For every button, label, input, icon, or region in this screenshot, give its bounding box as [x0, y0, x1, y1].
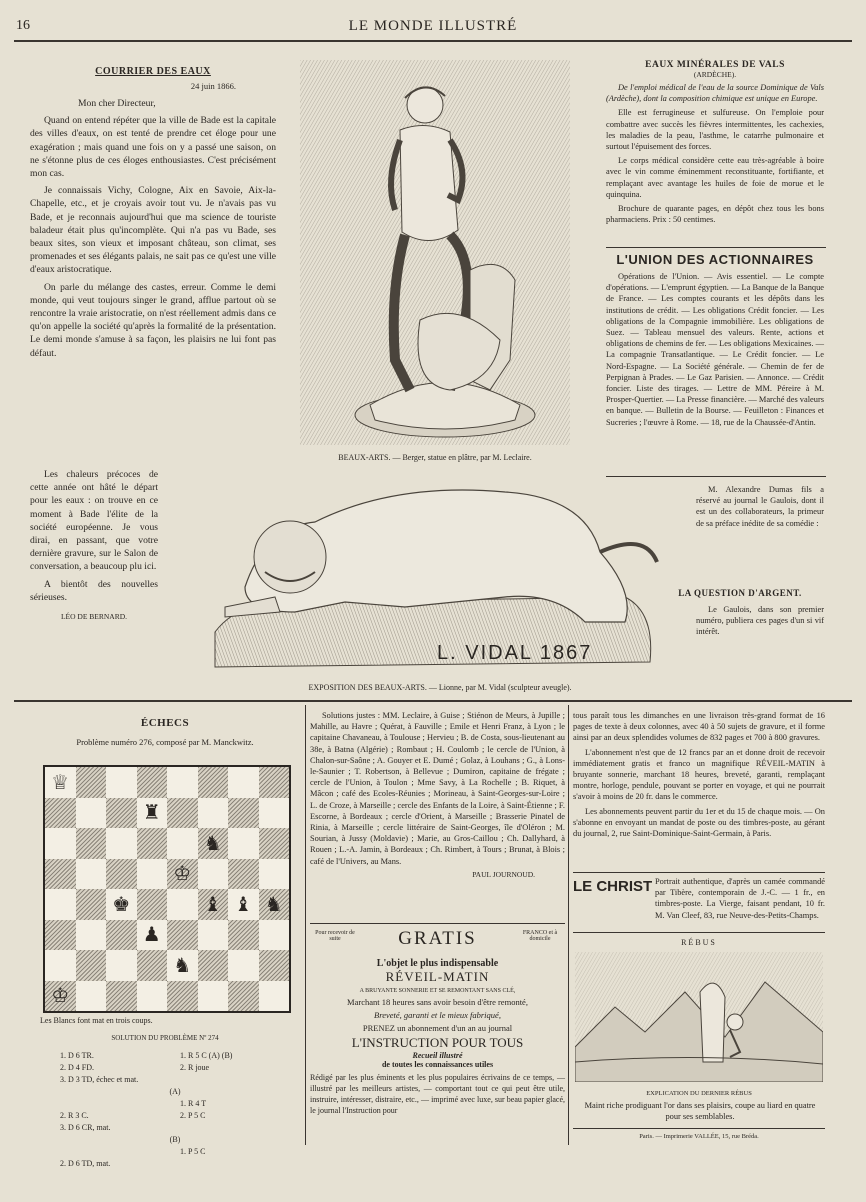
chess-square [106, 981, 137, 1012]
white-move: 3. D 6 CR, mat. [60, 1123, 111, 1132]
chess-piece-icon: ♔ [51, 985, 70, 1008]
chess-square [137, 828, 168, 859]
chess-square [228, 889, 259, 920]
page-header [0, 18, 866, 40]
chess-square [228, 828, 259, 859]
rebus-title: RÉBUS [681, 938, 717, 947]
courrier-signature: LÉO DE BERNARD. [60, 612, 128, 622]
chess-square [137, 981, 168, 1012]
chess-square [228, 920, 259, 951]
white-move: (A) [169, 1087, 181, 1096]
chess-square [167, 981, 198, 1012]
courrier-title: COURRIER DES EAUX [95, 66, 211, 77]
echecs-problem: Problème numéro 276, composé par M. Manckwitz. [76, 737, 254, 747]
eaux-vals-title: EAUX MINÉRALES DE VALS [645, 60, 785, 70]
union-ad [606, 252, 824, 431]
chess-square [76, 798, 107, 829]
chess-square [106, 920, 137, 951]
chess-square [76, 767, 107, 798]
chess-square [259, 859, 290, 890]
dumas-closing-text: Le Gaulois, dans son premier numéro, publiera ces pages d'un si vif intérêt. [696, 605, 824, 637]
chess-square [137, 889, 168, 920]
chess-square [137, 859, 168, 890]
chess-square [198, 950, 229, 981]
divider [573, 932, 825, 933]
chess-square [106, 798, 137, 829]
statue-caption: BEAUX-ARTS. — Berger, statue en plâtre, par M. Leclaire. [338, 453, 532, 462]
gratis-title: GRATIS [398, 928, 477, 949]
page-number: 16 [16, 18, 30, 33]
solution-title: SOLUTION DU PROBLÈME Nº 274 [111, 1034, 219, 1042]
chess-square [45, 859, 76, 890]
gratis-line: PRENEZ un abonnement d'un an au journal [362, 1023, 513, 1033]
section-rule [14, 700, 852, 702]
solution-line [60, 1134, 290, 1146]
solution-line [60, 1062, 290, 1074]
courrier-paragraph: Je connaissais Vichy, Cologne, Aix en Savoie, Aix-la-Chapelle, etc., et je croyais avoir tout vu. Je n'avais pas vu Bade, et je reconnais aujourd'hui que ma science de touriste baladeur était plus qu'incomplète. Qui n'a pas vu Bade, ses beaux sites, son vieux et imposant château, son climat, ses promenades et ses élégants palais, ne sait pas ce qu'est une ville d'eaux aristocratique. [30, 185, 276, 276]
divider [310, 923, 565, 924]
chess-square [76, 920, 107, 951]
journal-title: LE MONDE ILLUSTRÉ [348, 18, 518, 34]
chess-square [137, 798, 168, 829]
courrier-paragraph: Les chaleurs précoces de cette année ont hâté le départ pour les eaux : on trouve en ce moment à Bade l'élite de la société européenne. Je vous dirai, en passant, que votre dernière gravure, sur le Salon de conversation, a beaucoup plu ici. [30, 469, 158, 573]
instruction-paragraph: L'abonnement n'est que de 12 francs par an et donne droit de recevoir immédiatement gratis et franco un magnifique RÉVEIL-MATIN à bruyante sonnerie, marchant 18 heures, breveté, garanti, remplaçant montre, horloge, pendule, pouvant se porter en voyage, et qui ne pourrait s'avoir à moins de 20 fr. dans le commerce. [573, 747, 825, 802]
chess-square [167, 859, 198, 890]
chess-square [76, 950, 107, 981]
gratis-line: L'INSTRUCTION POUR TOUS [351, 1035, 524, 1050]
eaux-vals-subtitle: (ARDÈCHE). [693, 70, 737, 79]
chess-piece-icon: ♕ [51, 771, 70, 794]
chess-square [45, 798, 76, 829]
gratis-line: A BRUYANTE SONNERIE ET SE REMONTANT SANS CLÉ, [359, 988, 516, 994]
gratis-line: de toutes les connaissances utiles [381, 1060, 494, 1069]
solution-line [60, 1122, 290, 1134]
chess-square [45, 950, 76, 981]
dumas-title: LA QUESTION D'ARGENT. [678, 588, 802, 598]
chess-square [76, 859, 107, 890]
union-text: Opérations de l'Union. — Avis essentiel. — Le compte d'opérations. — L'emprunt égyptien. — La Banque de la Banque de France. — Les comptes courants et les dépôts dans les institutions de crédit. — Les obligations Crédit foncier. — Les obligations de la Compagnie immobilière. Les obligations de Suez. — Tableau mensuel des valeurs. Rente, actions et obligations de chemins de fer. — Les obligations Mexicaines. — La compagnie Transatlantique. — Le Crédit foncier. — Le Nord-Espagne. — La Société générale. — Chemin de fer de Perpignan à Prades. — Le Gaz Parisien. — Annonce. — Crédit foncier. Liste des tirages. — Lettre de MM. Péreire à M. Prosper-Quertier. — La Presse financière. — Marché des valeurs en banque. — Bulletin de la Bourse. — Feuilleton : Finances et Sucreries ; l'œuvre à Rome. — 18, rue de la Chaussée-d'Antin. [606, 272, 824, 427]
gratis-line: RÉVEIL-MATIN [385, 969, 490, 984]
chess-square [198, 981, 229, 1012]
chess-square [167, 767, 198, 798]
dumas-notice [696, 484, 824, 532]
chess-square [106, 859, 137, 890]
white-move: 1. D 6 TR. [60, 1051, 94, 1060]
chess-square [45, 828, 76, 859]
christ-text: Portrait authentique, d'après un camée commandé par Tibère, contemporain de J.-C. — 1 fr., en timbres-poste. La Vierge, faisant pendant, 10 fr. M. Van Cleef, 83, rue Neuve-des-Petits-Champs. [655, 877, 825, 920]
chess-square [198, 798, 229, 829]
chess-piece-icon: ♟ [142, 924, 161, 947]
dumas-text: M. Alexandre Dumas fils a réservé au journal le Gaulois, dont il est un des collaborateurs, la primeur de sa préface inédite de sa comédie : [696, 485, 824, 528]
gratis-right-note: FRANCO et à domicile [522, 930, 558, 942]
white-move: 3. D 3 TD, échec et mat. [60, 1075, 139, 1084]
chess-piece-icon: ♜ [142, 802, 161, 825]
chess-square [45, 767, 76, 798]
chess-square [167, 798, 198, 829]
instruction-paragraph: tous paraît tous les dimanches en une livraison très-grand format de 16 pages de texte à deux colonnes, avec 40 à 50 sujets de gravure, et il forme ainsi par an deux splendides volumes de 832 pages et 700 à 800 gravures. [573, 711, 825, 743]
chess-square [167, 828, 198, 859]
chess-square [228, 767, 259, 798]
eaux-vals-ad [606, 60, 824, 228]
lion-sculpture-signature: L. VIDAL 1867 [437, 642, 593, 664]
gratis-line: Marchant 18 heures sans avoir besoin d'être remonté, [347, 997, 528, 1007]
courrier-paragraph: On parle du mélange des castes, erreur. Comme le demi monde, qui veut toujours singer le grand, afflue partout où se rencontre la vraie aristocratie, on n'est réellement admis dans ce qu'on appelle la société qu'après la formalité de la présentation. Le demi monde s'amuse à sa façon, les plaisirs ne lui font pas défaut. [30, 281, 276, 359]
white-move: 2. D 6 TD, mat. [60, 1159, 111, 1168]
chess-square [259, 889, 290, 920]
chess-square [106, 950, 137, 981]
chess-square [198, 859, 229, 890]
solution-line [60, 1074, 290, 1086]
chess-square [259, 920, 290, 951]
chess-square [259, 798, 290, 829]
chess-piece-icon: ♝ [203, 893, 222, 916]
chess-square [198, 828, 229, 859]
black-move: 1. P 5 C [180, 1147, 206, 1156]
board-caption: Les Blancs font mat en trois coups. [40, 1016, 153, 1025]
chess-piece-icon: ♝ [234, 893, 253, 916]
chess-piece-icon: ♚ [112, 893, 131, 916]
courrier-paragraph: Quand on entend répéter que la ville de Bade est la capitale des villes d'eaux, on est tenté de prendre cet éloge pour une exagération ; mais quand une fois on y a passé une saison, on ne s'étonne plus de ces éloges enthousiastes. C'est précisément mon cas. [30, 115, 276, 180]
chess-square [259, 828, 290, 859]
chess-square [167, 889, 198, 920]
chess-square [137, 920, 168, 951]
rebus-caption: EXPLICATION DU DERNIER RÉBUS [646, 1090, 752, 1097]
chess-square [259, 950, 290, 981]
gratis-left-note: Pour recevoir de suite [315, 930, 355, 942]
courrier-column [30, 66, 276, 364]
solution-line [60, 1098, 290, 1110]
chess-square [167, 950, 198, 981]
instruction-ad-continued [573, 710, 825, 842]
union-title: L'UNION DES ACTIONNAIRES [616, 252, 814, 267]
christ-title: LE CHRIST [573, 878, 653, 895]
solution-moves [60, 1050, 290, 1170]
chess-square [137, 950, 168, 981]
chess-square [259, 981, 290, 1012]
chess-square [228, 950, 259, 981]
gratis-ad [310, 928, 565, 1116]
chess-piece-icon: ♔ [173, 863, 192, 886]
solution-line [60, 1146, 290, 1158]
black-move: 1. R 4 T [180, 1099, 207, 1108]
chess-piece-icon: ♞ [203, 832, 222, 855]
statue-engraving [300, 60, 570, 445]
solutions-list [310, 710, 565, 879]
black-move: 2. P 5 C [180, 1111, 206, 1120]
solution-line [60, 1110, 290, 1122]
solution-line [60, 1050, 290, 1062]
chess-board [43, 765, 291, 1013]
chess-square [76, 828, 107, 859]
solutions-text: Solutions justes : MM. Leclaire, à Guise ; Stiénon de Meurs, à Jupille ; Mahille, au Havre ; Quérat, à Fauville ; Emile et Henri Franz, à Lyon ; le capitaine Chavaneau, à Toulouse ; Hervieu ; B. de Costa, sous-lieutenant au 38e, à Batna (Algérie) ; Rombaut ; H. Coulomb ; le cercle de l'Union, à Chalon-sur-Saône ; A. Gouyer et E. Dumé ; Golaz, à Louhans ; G., à Lons-le-Saunier ; T. Robertson, à Bellevue ; Dumiron, capitaine de frégate ; cercle de l'Union, à Toulon ; Mme Savy, à La Rochelle ; B. Riquet, à Mâcon ; café des Ecoles-Réunies ; Morineau, à Saint-Georges-sur-Loire ; L. de Croze, à Marseille ; cercle des Enfants de la Loire, à Saint-Étienne ; F. Escorne, à Bordeaux ; cercle d'Orient, à Marseille ; Brasserie Pinatel de Rinia, à Marseille ; cercle littéraire de Saint-Georges, île d'Oléron ; M. Sourian, à Jussy (Moldavie) ; Marie, au Gros-Caillou ; Ch. Dallyhard, à Rouen ; L.-A. Jamin, à Bordeaux ; Ch. Rimbert, à Tours ; Brunat, à Blois ; café de l'Univers, au Mans. [310, 711, 565, 866]
eaux-vals-paragraph: Elle est ferrugineuse et sulfureuse. On l'emploie pour combattre avec succès les fièvres intermittentes, les cachexies, les maladies de la peau, l'asthme, le catarrhe pulmonaire et surtout l'épuisement des forces. [606, 108, 824, 152]
divider [573, 872, 825, 873]
echecs-title: ÉCHECS [140, 717, 190, 729]
rebus-explanation: Maint riche prodiguant l'or dans ses plaisirs, coupe au liard en quatre pour ses semblables. [584, 1101, 816, 1122]
chess-square [45, 981, 76, 1012]
white-move: 2. D 4 FD. [60, 1063, 95, 1072]
christ-ad [655, 876, 825, 924]
chess-square [76, 981, 107, 1012]
rebus-explanation-block [580, 1100, 820, 1125]
solutions-signature: PAUL JOURNOUD. [472, 869, 535, 879]
imprint: Paris. — Imprimerie VALLÉE, 15, rue Bréda. [639, 1133, 759, 1140]
chess-square [137, 767, 168, 798]
column-rule [305, 705, 306, 1145]
solution-line [60, 1158, 290, 1170]
eaux-vals-paragraph: Brochure de quarante pages, en dépôt chez tous les bons pharmaciens. Prix : 50 centimes. [606, 204, 824, 225]
chess-piece-icon: ♞ [264, 893, 283, 916]
chess-square [198, 767, 229, 798]
courrier-paragraph: A bientôt des nouvelles sérieuses. [30, 578, 158, 603]
black-move: 2. R joue [180, 1063, 210, 1072]
chess-square [45, 889, 76, 920]
black-move: 1. R 5 C (A) (B) [180, 1051, 233, 1060]
gratis-line: L'objet le plus indispensable [376, 958, 499, 969]
courrier-date: 24 juin 1866. [190, 81, 236, 91]
chess-piece-icon: ♞ [173, 954, 192, 977]
lion-caption: EXPOSITION DES BEAUX-ARTS. — Lionne, par M. Vidal (sculpteur aveugle). [308, 683, 572, 692]
rebus-engraving [575, 952, 823, 1082]
white-move [60, 1146, 180, 1158]
header-rule [14, 40, 852, 42]
white-move [60, 1098, 180, 1110]
eaux-vals-paragraph: Le corps médical considère cette eau très-agréable à boire avec le vin comme éminemment reconstituante, fortifiante, et remplaçant avec avantage les huiles de foie de morue et le quinquina. [606, 156, 824, 199]
divider [606, 476, 826, 477]
column-rule [568, 705, 569, 1145]
chess-square [106, 889, 137, 920]
chess-square [106, 828, 137, 859]
gratis-line: Recueil illustré [412, 1051, 463, 1060]
chess-square [228, 859, 259, 890]
chess-square [259, 767, 290, 798]
divider [606, 247, 826, 248]
dumas-closing [696, 604, 824, 641]
chess-square [198, 889, 229, 920]
chess-square [106, 767, 137, 798]
white-move: 2. R 3 C. [60, 1111, 89, 1120]
chess-square [198, 920, 229, 951]
chess-square [228, 981, 259, 1012]
chess-square [76, 889, 107, 920]
chess-square [45, 920, 76, 951]
lion-engraving [205, 472, 665, 677]
eaux-vals-paragraph: De l'emploi médical de l'eau de la source Dominique de Vals (Ardèche), dont la composition chimique est unique en Europe. [606, 83, 824, 104]
white-move: (B) [169, 1135, 181, 1144]
gratis-line: Breveté, garanti et le mieux fabriqué, [374, 1010, 501, 1020]
chess-square [228, 798, 259, 829]
chess-square [167, 920, 198, 951]
courrier-salutation: Mon cher Directeur, [78, 98, 156, 109]
gratis-line: Rédigé par les plus éminents et les plus populaires écrivains de ce temps, — illustré par les meilleurs artistes, — comportant tout ce qui peut être utile, instruire, intéresser, distraire, etc., — imprimé avec luxe, sur beau papier glacé, le journal l'Instruction pour [310, 1073, 565, 1115]
solution-line [60, 1086, 290, 1098]
courrier-narrow [30, 468, 158, 621]
divider [573, 1128, 825, 1129]
instruction-paragraph: Les abonnements peuvent partir du 1er et du 15 de chaque mois. — On s'abonne en envoyant un mandat de poste ou des timbres-poste, au gérant du journal, 2, rue Saint-Dominique-Saint-Germain, à Paris. [573, 806, 825, 839]
